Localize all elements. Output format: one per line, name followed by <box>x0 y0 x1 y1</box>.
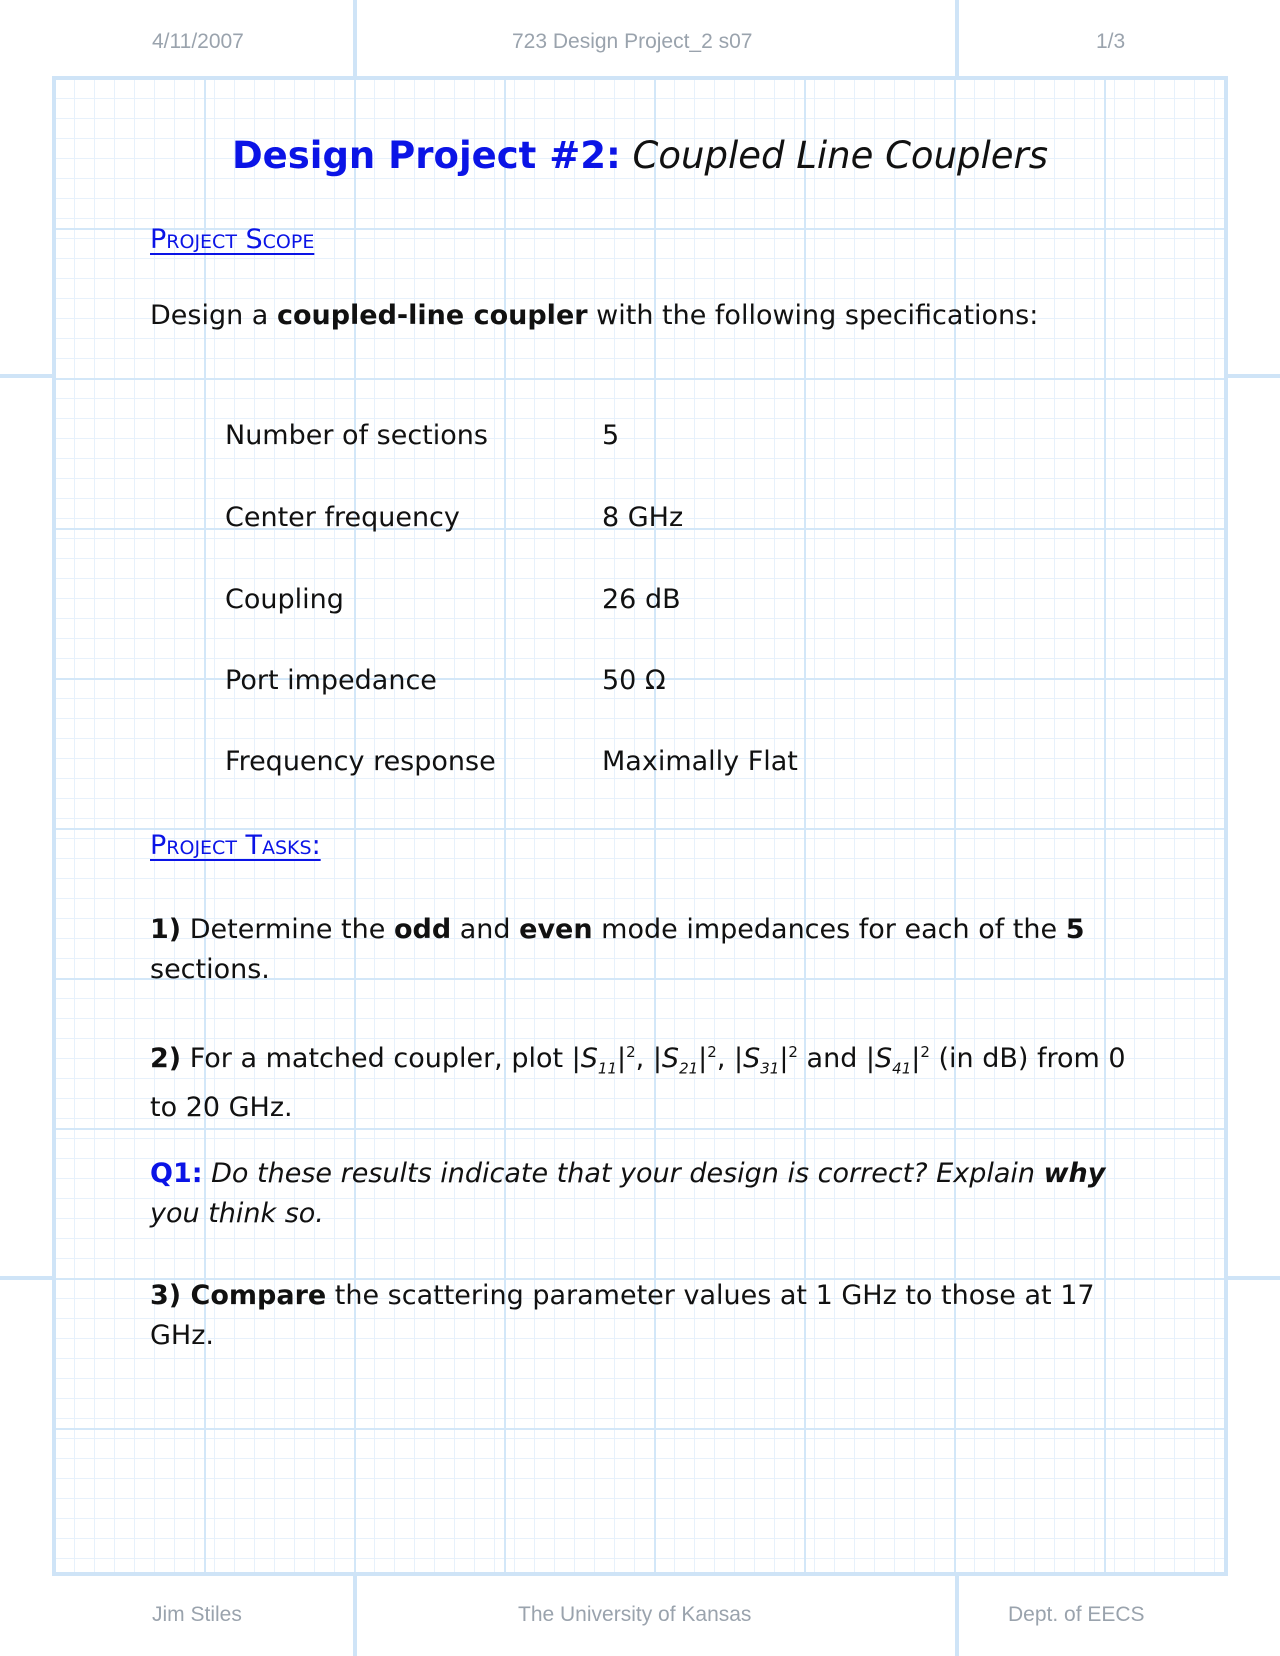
scope-intro-bold: coupled-line coupler <box>276 300 588 331</box>
task-1-mid: and <box>451 914 520 945</box>
task-1 <box>150 910 1140 990</box>
task-3-text: the scattering parameter values at 1 GHz to those at 17 GHz. <box>150 1280 1095 1351</box>
s21-symbol: S <box>661 1043 680 1074</box>
sep-1: , | <box>635 1043 662 1074</box>
footer-department: Dept. of EECS <box>1008 1603 1145 1626</box>
s31-bar: | <box>779 1043 789 1074</box>
s31-square: 2 <box>788 1043 798 1061</box>
s11-square: 2 <box>626 1043 636 1061</box>
task-1-even: even <box>519 914 593 945</box>
sep-and: and | <box>797 1043 876 1074</box>
s41-symbol: S <box>875 1043 893 1074</box>
spec-label-sections: Number of sections <box>225 420 488 451</box>
project-tasks-heading: Project Tasks: <box>150 830 321 861</box>
spec-value-frequency: 8 GHz <box>602 502 684 533</box>
spec-label-frequency: Center frequency <box>225 502 460 533</box>
scope-intro-pre: Design a <box>150 300 277 331</box>
spec-value-sections: 5 <box>602 420 620 451</box>
task-3 <box>150 1276 1140 1356</box>
task-1-end: sections. <box>150 954 270 985</box>
task-1-post: mode impedances for each of the <box>592 914 1066 945</box>
task-1-odd: odd <box>393 914 452 945</box>
question-1-label: Q1: <box>150 1158 203 1189</box>
spec-label-response: Frequency response <box>225 746 496 777</box>
footer-university: The University of Kansas <box>518 1603 752 1626</box>
s21-subscript: 21 <box>679 1059 699 1078</box>
header-page-number: 1/3 <box>1096 30 1126 53</box>
scope-intro <box>150 296 1140 336</box>
s41-bar: | <box>911 1043 921 1074</box>
question-1 <box>150 1154 1140 1234</box>
task-1-count: 5 <box>1065 914 1085 945</box>
s41-subscript: 41 <box>892 1059 912 1078</box>
s11-subscript: 11 <box>597 1059 617 1078</box>
title-italic: Coupled Line Couplers <box>632 134 1049 177</box>
s21-bar: | <box>698 1043 708 1074</box>
title-bold: Design Project #2: <box>231 134 621 177</box>
sep-2: , | <box>716 1043 744 1074</box>
task-1-number: 1) <box>150 914 182 945</box>
task-2-post: (in dB) from 0 to 20 GHz. <box>150 1043 1126 1124</box>
s41-square: 2 <box>920 1043 930 1061</box>
s21-square: 2 <box>707 1043 717 1061</box>
spec-value-impedance: 50 Ω <box>602 665 666 696</box>
question-1-end: you think so. <box>150 1198 324 1229</box>
spec-value-coupling: 26 dB <box>602 584 681 615</box>
s11-symbol: S <box>580 1043 598 1074</box>
task-3-number: 3) Compare <box>150 1280 327 1311</box>
s31-symbol: S <box>743 1043 761 1074</box>
task-2-pre: For a matched coupler, plot | <box>181 1043 581 1074</box>
scope-intro-post: with the following specifications: <box>587 300 1039 331</box>
project-scope-heading: Project Scope <box>150 224 315 255</box>
task-2-number: 2) <box>150 1043 182 1074</box>
page-title <box>0 134 1280 177</box>
header-date: 4/11/2007 <box>152 30 244 53</box>
spec-label-impedance: Port impedance <box>225 665 437 696</box>
spec-value-response: Maximally Flat <box>602 746 798 777</box>
task-1-pre: Determine the <box>181 914 394 945</box>
question-1-why: why <box>1043 1158 1106 1189</box>
question-1-text: Do these results indicate that your design is correct? Explain <box>202 1158 1044 1189</box>
footer-author: Jim Stiles <box>152 1603 242 1626</box>
task-2 <box>150 1032 1140 1128</box>
header-doc-title: 723 Design Project_2 s07 <box>512 30 753 53</box>
spec-label-coupling: Coupling <box>225 584 344 615</box>
s31-subscript: 31 <box>760 1059 780 1078</box>
s11-bar: | <box>617 1043 627 1074</box>
